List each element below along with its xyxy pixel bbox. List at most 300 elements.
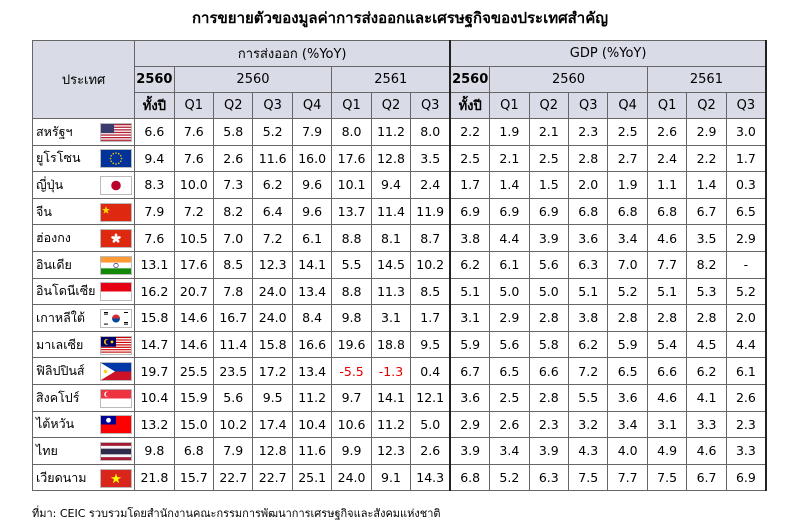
country-name: เกาหลีใต้ (36, 309, 85, 325)
export-value-cell: 12.8 (371, 145, 410, 172)
export-value-cell: 9.6 (292, 198, 331, 225)
gdp-value-cell: 6.9 (726, 464, 766, 491)
quarter-header: Q3 (569, 93, 608, 119)
export-value-cell: 12.3 (253, 251, 292, 278)
quarter-header: Q1 (490, 93, 529, 119)
gdp-value-cell: 5.5 (569, 384, 608, 411)
gdp-value-cell: 2.8 (529, 384, 568, 411)
country-cell (33, 225, 135, 252)
gdp-value-cell: 1.7 (726, 145, 766, 172)
gdp-value-cell: 6.8 (450, 464, 489, 491)
gdp-value-cell: 3.0 (726, 119, 766, 146)
southkorea-flag-icon (100, 309, 132, 328)
export-value-cell: 5.0 (411, 411, 450, 438)
export-value-cell: 7.6 (135, 225, 174, 252)
table-row (33, 305, 767, 332)
export-value-cell: 15.7 (174, 464, 213, 491)
quarter-header: Q4 (608, 93, 647, 119)
table-row (33, 278, 767, 305)
gdp-value-cell: 1.9 (490, 119, 529, 146)
gdp-value-cell: 6.1 (726, 358, 766, 385)
export-value-cell: 10.6 (332, 411, 371, 438)
table-row (33, 198, 767, 225)
quarter-header: Q1 (647, 93, 686, 119)
gdp-value-cell: 2.5 (608, 119, 647, 146)
gdp-value-cell: 1.1 (647, 172, 686, 199)
gdp-value-cell: 6.3 (569, 251, 608, 278)
export-value-cell: 6.1 (292, 225, 331, 252)
country-name: เวียดนาม (36, 469, 87, 485)
eu-flag-icon (100, 149, 132, 168)
gdp-value-cell: 3.3 (726, 438, 766, 465)
gdp-value-cell: 4.4 (726, 331, 766, 358)
gdp-value-cell: 4.1 (687, 384, 726, 411)
country-column-header: ประเทศ (33, 41, 135, 119)
thailand-flag-icon (100, 442, 132, 461)
export-value-cell: 14.7 (135, 331, 174, 358)
gdp-value-cell: 3.6 (608, 384, 647, 411)
gdp-value-cell: 5.9 (608, 331, 647, 358)
gdp-value-cell: 6.8 (569, 198, 608, 225)
gdp-value-cell: 2.0 (569, 172, 608, 199)
export-value-cell: 8.2 (214, 198, 253, 225)
export-value-cell: 13.7 (332, 198, 371, 225)
export-value-cell: 6.4 (253, 198, 292, 225)
export-value-cell: 22.7 (214, 464, 253, 491)
export-value-cell: 9.8 (332, 305, 371, 332)
export-value-cell: -1.3 (371, 358, 410, 385)
table-row (33, 438, 767, 465)
export-value-cell: 14.3 (411, 464, 450, 491)
country-cell (33, 251, 135, 278)
table-row (33, 384, 767, 411)
export-value-cell: 19.6 (332, 331, 371, 358)
gdp-value-cell: 2.2 (687, 145, 726, 172)
gdp-value-cell: 5.9 (450, 331, 489, 358)
japan-flag-icon (100, 176, 132, 195)
gdp-value-cell: 3.1 (450, 305, 489, 332)
export-value-cell: 7.2 (174, 198, 213, 225)
export-value-cell: 14.6 (174, 331, 213, 358)
gdp-value-cell: 2.9 (490, 305, 529, 332)
export-year-header: 2560 (135, 67, 174, 93)
gdp-value-cell: 5.0 (490, 278, 529, 305)
gdp-value-cell: 4.5 (687, 331, 726, 358)
export-value-cell: 11.3 (371, 278, 410, 305)
gdp-value-cell: 5.2 (490, 464, 529, 491)
export-value-cell: 17.6 (332, 145, 371, 172)
export-value-cell: 5.8 (214, 119, 253, 146)
export-value-cell: 10.5 (174, 225, 213, 252)
gdp-value-cell: 2.2 (450, 119, 489, 146)
export-value-cell: 24.0 (332, 464, 371, 491)
export-value-cell: 16.6 (292, 331, 331, 358)
gdp-value-cell: 3.8 (450, 225, 489, 252)
gdp-value-cell: 6.2 (450, 251, 489, 278)
gdp-value-cell: 4.9 (647, 438, 686, 465)
gdp-value-cell: 2.3 (529, 411, 568, 438)
gdp-value-cell: 2.5 (490, 384, 529, 411)
gdp-value-cell: 3.3 (687, 411, 726, 438)
gdp-value-cell: 6.3 (529, 464, 568, 491)
export-value-cell: 8.5 (214, 251, 253, 278)
singapore-flag-icon (100, 389, 132, 408)
export-value-cell: 7.6 (174, 119, 213, 146)
gdp-value-cell: 3.9 (450, 438, 489, 465)
export-value-cell: 11.6 (253, 145, 292, 172)
export-value-cell: 11.2 (371, 411, 410, 438)
gdp-value-cell: 2.6 (490, 411, 529, 438)
export-value-cell: 9.6 (292, 172, 331, 199)
gdp-value-cell: 2.9 (726, 225, 766, 252)
quarter-header: Q4 (292, 93, 331, 119)
quarter-header: Q3 (726, 93, 766, 119)
gdp-value-cell: 3.9 (529, 438, 568, 465)
country-cell (33, 145, 135, 172)
india-flag-icon (100, 256, 132, 275)
export-value-cell: 6.6 (135, 119, 174, 146)
export-value-cell: 10.4 (292, 411, 331, 438)
export-value-cell: 15.8 (135, 305, 174, 332)
gdp-value-cell: 2.8 (569, 145, 608, 172)
table-row (33, 225, 767, 252)
taiwan-flag-icon (100, 415, 132, 434)
source-note: ที่มา: CEIC รวบรวมโดยสำนักงานคณะกรรมการพัฒนาการเศรษฐกิจและสังคมแห่งชาติ (32, 507, 441, 520)
gdp-value-cell: 3.4 (490, 438, 529, 465)
export-value-cell: 10.1 (332, 172, 371, 199)
hongkong-flag-icon (100, 229, 132, 248)
indonesia-flag-icon (100, 282, 132, 301)
export-value-cell: 14.5 (371, 251, 410, 278)
philippines-flag-icon (100, 362, 132, 381)
gdp-value-cell: 6.9 (529, 198, 568, 225)
country-cell (33, 464, 135, 491)
gdp-value-cell: 4.3 (569, 438, 608, 465)
export-value-cell: 12.1 (411, 384, 450, 411)
country-name: อินเดีย (36, 256, 72, 272)
gdp-year-header: 2560 (490, 67, 648, 93)
export-value-cell: 7.0 (214, 225, 253, 252)
gdp-value-cell: 6.6 (529, 358, 568, 385)
malaysia-flag-icon (100, 336, 132, 355)
export-value-cell: 7.6 (174, 145, 213, 172)
gdp-value-cell: 6.7 (687, 198, 726, 225)
gdp-value-cell: 6.9 (490, 198, 529, 225)
gdp-year-header: 2560 (450, 67, 489, 93)
export-value-cell: 11.9 (411, 198, 450, 225)
gdp-value-cell: 4.0 (608, 438, 647, 465)
table-row (33, 172, 767, 199)
gdp-value-cell: 5.0 (529, 278, 568, 305)
gdp-value-cell: 4.6 (647, 384, 686, 411)
table-row (33, 119, 767, 146)
table-row (33, 331, 767, 358)
export-value-cell: -5.5 (332, 358, 371, 385)
country-name: ไต้หวัน (36, 416, 75, 432)
gdp-value-cell: 3.9 (529, 225, 568, 252)
export-value-cell: 2.6 (214, 145, 253, 172)
export-value-cell: 15.8 (253, 331, 292, 358)
gdp-value-cell: 1.7 (450, 172, 489, 199)
gdp-value-cell: 4.6 (647, 225, 686, 252)
gdp-value-cell: 2.8 (529, 305, 568, 332)
export-value-cell: 10.4 (135, 384, 174, 411)
export-value-cell: 18.8 (371, 331, 410, 358)
gdp-value-cell: 7.2 (569, 358, 608, 385)
gdp-value-cell: 6.1 (490, 251, 529, 278)
export-value-cell: 9.1 (371, 464, 410, 491)
quarter-header: Q1 (174, 93, 213, 119)
country-cell (33, 411, 135, 438)
gdp-value-cell: 2.0 (726, 305, 766, 332)
gdp-value-cell: 7.7 (647, 251, 686, 278)
export-value-cell: 10.2 (411, 251, 450, 278)
gdp-value-cell: 3.1 (647, 411, 686, 438)
export-value-cell: 13.1 (135, 251, 174, 278)
gdp-value-cell: 1.4 (490, 172, 529, 199)
quarter-header: Q2 (371, 93, 410, 119)
export-value-cell: 25.1 (292, 464, 331, 491)
quarter-header: Q2 (214, 93, 253, 119)
gdp-value-cell: 5.8 (529, 331, 568, 358)
export-value-cell: 24.0 (253, 305, 292, 332)
export-value-cell: 7.9 (214, 438, 253, 465)
gdp-value-cell: 6.5 (726, 198, 766, 225)
gdp-value-cell: 5.2 (726, 278, 766, 305)
gdp-value-cell: 5.6 (490, 331, 529, 358)
export-value-cell: 8.4 (292, 305, 331, 332)
export-value-cell: 8.8 (332, 278, 371, 305)
gdp-value-cell: 2.5 (529, 145, 568, 172)
gdp-value-cell: 3.2 (569, 411, 608, 438)
export-value-cell: 15.0 (174, 411, 213, 438)
gdp-value-cell: 5.2 (608, 278, 647, 305)
quarter-header: Q1 (332, 93, 371, 119)
country-cell (33, 119, 135, 146)
gdp-value-cell: 2.8 (647, 305, 686, 332)
gdp-value-cell: 3.8 (569, 305, 608, 332)
export-value-cell: 12.8 (253, 438, 292, 465)
export-value-cell: 16.0 (292, 145, 331, 172)
export-value-cell: 12.3 (371, 438, 410, 465)
country-cell (33, 305, 135, 332)
export-value-cell: 20.7 (174, 278, 213, 305)
gdp-value-cell: 5.3 (687, 278, 726, 305)
export-value-cell: 13.4 (292, 358, 331, 385)
export-value-cell: 1.7 (411, 305, 450, 332)
table-row (33, 358, 767, 385)
gdp-value-cell: 3.4 (608, 411, 647, 438)
export-year-header: 2561 (332, 67, 450, 93)
gdp-value-cell: 6.2 (687, 358, 726, 385)
gdp-value-cell: 7.5 (647, 464, 686, 491)
export-value-cell: 21.8 (135, 464, 174, 491)
export-value-cell: 17.6 (174, 251, 213, 278)
export-value-cell: 13.2 (135, 411, 174, 438)
country-name: ฮ่องกง (36, 230, 71, 246)
country-cell (33, 384, 135, 411)
export-value-cell: 24.0 (253, 278, 292, 305)
gdp-value-cell: 3.4 (608, 225, 647, 252)
gdp-value-cell: 6.8 (608, 198, 647, 225)
export-value-cell: 0.4 (411, 358, 450, 385)
export-value-cell: 9.4 (135, 145, 174, 172)
gdp-value-cell: 8.2 (687, 251, 726, 278)
gdp-value-cell: 2.9 (450, 411, 489, 438)
table-title: การขยายตัวของมูลค่าการส่งออกและเศรษฐกิจของประเทศสำคัญ (191, 9, 609, 27)
export-value-cell: 8.0 (332, 119, 371, 146)
country-name: มาเลเซีย (36, 336, 84, 352)
gdp-value-cell: 5.1 (569, 278, 608, 305)
gdp-value-cell: 6.6 (647, 358, 686, 385)
export-value-cell: 16.2 (135, 278, 174, 305)
country-name: ไทย (36, 442, 58, 458)
country-name: จีน (36, 203, 52, 219)
gdp-value-cell: 1.5 (529, 172, 568, 199)
vietnam-flag-icon (100, 469, 132, 488)
gdp-value-cell: 2.7 (608, 145, 647, 172)
export-value-cell: 13.4 (292, 278, 331, 305)
table-body (33, 119, 767, 491)
export-value-cell: 7.9 (292, 119, 331, 146)
export-value-cell: 3.5 (411, 145, 450, 172)
china-flag-icon (100, 203, 132, 222)
quarter-header: Q2 (529, 93, 568, 119)
gdp-value-cell: 2.8 (608, 305, 647, 332)
gdp-value-cell: 2.6 (726, 384, 766, 411)
export-value-cell: 23.5 (214, 358, 253, 385)
gdp-value-cell: 5.1 (450, 278, 489, 305)
gdp-value-cell: 4.4 (490, 225, 529, 252)
export-value-cell: 9.9 (332, 438, 371, 465)
gdp-value-cell: - (726, 251, 766, 278)
gdp-value-cell: 3.6 (569, 225, 608, 252)
export-value-cell: 8.8 (332, 225, 371, 252)
gdp-value-cell: 5.6 (529, 251, 568, 278)
country-name: สหรัฐฯ (36, 123, 73, 139)
export-value-cell: 6.8 (174, 438, 213, 465)
export-value-cell: 11.2 (292, 384, 331, 411)
country-name: ฟิลิปปินส์ (36, 363, 85, 379)
gdp-value-cell: 6.7 (450, 358, 489, 385)
export-value-cell: 11.6 (292, 438, 331, 465)
gdp-group-header: GDP (%YoY) (450, 41, 766, 67)
export-value-cell: 9.8 (135, 438, 174, 465)
country-cell (33, 331, 135, 358)
export-value-cell: 9.5 (253, 384, 292, 411)
country-name: ญี่ปุ่น (36, 176, 64, 192)
gdp-value-cell: 6.9 (450, 198, 489, 225)
country-name: สิงคโปร์ (36, 389, 80, 405)
export-group-header: การส่งออก (%YoY) (135, 41, 451, 67)
gdp-value-cell: 7.5 (569, 464, 608, 491)
gdp-value-cell: 7.7 (608, 464, 647, 491)
export-value-cell: 7.3 (214, 172, 253, 199)
export-value-cell: 2.6 (411, 438, 450, 465)
gdp-value-cell: 6.5 (490, 358, 529, 385)
gdp-value-cell: 2.3 (726, 411, 766, 438)
export-value-cell: 8.5 (411, 278, 450, 305)
country-cell (33, 198, 135, 225)
table-row (33, 145, 767, 172)
gdp-value-cell: 3.6 (450, 384, 489, 411)
export-value-cell: 17.4 (253, 411, 292, 438)
export-value-cell: 17.2 (253, 358, 292, 385)
export-value-cell: 25.5 (174, 358, 213, 385)
export-value-cell: 6.2 (253, 172, 292, 199)
gdp-value-cell: 3.5 (687, 225, 726, 252)
export-value-cell: 16.7 (214, 305, 253, 332)
quarter-header: Q2 (687, 93, 726, 119)
export-value-cell: 8.1 (371, 225, 410, 252)
table-row (33, 464, 767, 491)
gdp-value-cell: 7.0 (608, 251, 647, 278)
export-value-cell: 10.0 (174, 172, 213, 199)
country-cell (33, 438, 135, 465)
quarter-header: Q3 (253, 93, 292, 119)
gdp-value-cell: 2.9 (687, 119, 726, 146)
export-value-cell: 14.1 (371, 384, 410, 411)
export-value-cell: 11.2 (371, 119, 410, 146)
export-value-cell: 9.5 (411, 331, 450, 358)
gdp-value-cell: 0.3 (726, 172, 766, 199)
gdp-value-cell: 5.1 (647, 278, 686, 305)
table-row (33, 251, 767, 278)
gdp-year-header: 2561 (647, 67, 766, 93)
export-value-cell: 5.5 (332, 251, 371, 278)
export-value-cell: 8.0 (411, 119, 450, 146)
export-value-cell: 14.6 (174, 305, 213, 332)
us-flag-icon (100, 123, 132, 142)
country-cell (33, 278, 135, 305)
export-value-cell: 11.4 (371, 198, 410, 225)
export-value-cell: 15.9 (174, 384, 213, 411)
gdp-value-cell: 2.8 (687, 305, 726, 332)
gdp-value-cell: 5.4 (647, 331, 686, 358)
export-value-cell: 7.9 (135, 198, 174, 225)
gdp-value-cell: 2.5 (450, 145, 489, 172)
export-value-cell: 7.8 (214, 278, 253, 305)
gdp-value-cell: 6.5 (608, 358, 647, 385)
export-value-cell: 7.2 (253, 225, 292, 252)
export-value-cell: 22.7 (253, 464, 292, 491)
country-cell (33, 172, 135, 199)
export-value-cell: 2.4 (411, 172, 450, 199)
table-row (33, 411, 767, 438)
export-value-cell: 8.7 (411, 225, 450, 252)
gdp-value-cell: 2.1 (490, 145, 529, 172)
country-name: ยูโรโซน (36, 150, 81, 166)
export-value-cell: 9.4 (371, 172, 410, 199)
export-value-cell: 10.2 (214, 411, 253, 438)
export-year-header: 2560 (174, 67, 332, 93)
export-value-cell: 11.4 (214, 331, 253, 358)
country-cell (33, 358, 135, 385)
gdp-value-cell: 4.6 (687, 438, 726, 465)
full-year-header: ทั้งปี (450, 93, 489, 119)
export-value-cell: 5.2 (253, 119, 292, 146)
export-value-cell: 14.1 (292, 251, 331, 278)
export-value-cell: 9.7 (332, 384, 371, 411)
gdp-value-cell: 6.7 (687, 464, 726, 491)
gdp-value-cell: 2.1 (529, 119, 568, 146)
full-year-header: ทั้งปี (135, 93, 174, 119)
gdp-value-cell: 2.6 (647, 119, 686, 146)
gdp-value-cell: 2.4 (647, 145, 686, 172)
export-value-cell: 3.1 (371, 305, 410, 332)
quarter-header: Q3 (411, 93, 450, 119)
export-value-cell: 19.7 (135, 358, 174, 385)
